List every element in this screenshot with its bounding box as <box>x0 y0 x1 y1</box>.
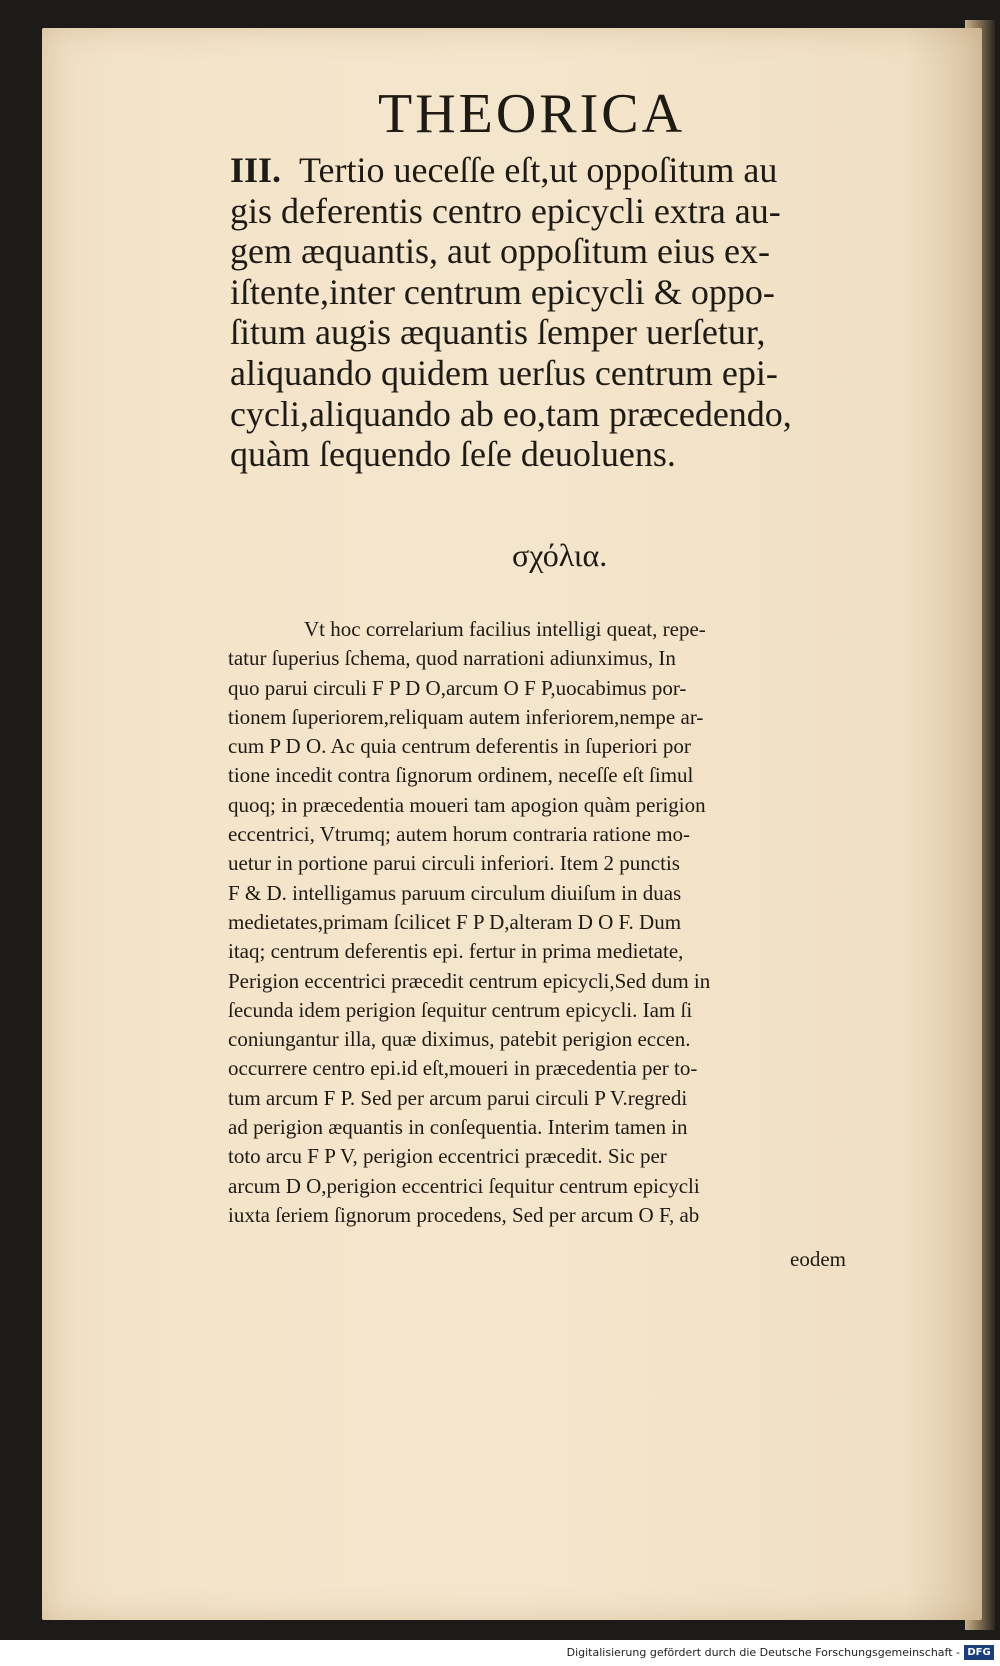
dfg-logo[interactable]: DFG <box>964 1645 994 1660</box>
thesis-line: gem æquantis, aut oppoſitum eius ex- <box>230 231 770 272</box>
body-line: toto arcu F P V, perigion eccentrici præcedit. Sic per <box>228 1144 667 1169</box>
thesis-block <box>230 150 880 475</box>
catchword: eodem <box>790 1247 846 1271</box>
body-line: itaq; centrum deferentis epi. fertur in prima medietate, <box>228 939 684 964</box>
thesis-line: ſitum augis æquantis ſemper uerſetur, <box>230 312 766 353</box>
footer-credit: Digitalisierung gefördert durch die Deutsche Forschungsgemeinschaft - <box>566 1646 960 1659</box>
body-line: ſecunda idem perigion ſequitur centrum epicycli. Iam ſi <box>228 997 693 1022</box>
body-line: quo parui circuli F P D O,arcum O F P,uocabimus por- <box>228 675 687 700</box>
body-line: iuxta ſeriem ſignorum procedens, Sed per arcum O F, ab <box>228 1202 700 1227</box>
body-line: tione incedit contra ſignorum ordinem, neceſſe eſt ſimul <box>228 763 694 788</box>
body-line: cum P D O. Ac quia centrum deferentis in ſuperiori por <box>228 734 691 759</box>
thesis-line: aliquando quidem uerſus centrum epi- <box>230 352 778 393</box>
body-line: coniungantur illa, quæ diximus, patebit perigion eccen. <box>228 1027 691 1052</box>
body-line: arcum D O,perigion eccentrici ſequitur centrum epicycli <box>228 1173 700 1198</box>
thesis-line: III. Tertio ueceſſe eſt,ut oppoſitum au <box>230 150 778 190</box>
body-line: quoq; in præcedentia moueri tam apogion quàm perigion <box>228 792 706 817</box>
thesis-line: iſtente,inter centrum epicycli & oppo- <box>230 271 775 312</box>
body-line: eccentrici, Vtrumq; autem horum contraria ratione mo- <box>228 822 691 847</box>
footer-bar <box>0 1642 1000 1666</box>
body-line: occurrere centro epi.id eſt,moueri in præcedentia per to- <box>228 1056 698 1081</box>
running-title: THEORICA <box>378 83 686 145</box>
body-line: tatur ſuperius ſchema, quod narrationi adiunximus, In <box>228 646 676 671</box>
body-line: Perigion eccentrici præcedit centrum epicycli,Sed dum in <box>228 968 711 993</box>
body-line: Vt hoc correlarium facilius intelligi queat, repe- <box>304 617 706 641</box>
body-line: tionem ſuperiorem,reliquam autem inferiorem,nempe ar- <box>228 704 704 729</box>
thesis-number: III. <box>230 150 282 190</box>
commentary-text <box>228 615 878 1230</box>
thesis-line: cycli,aliquando ab eo,tam præcedendo, <box>230 393 792 434</box>
body-line: uetur in portione parui circuli inferiori. Item 2 punctis <box>228 851 680 876</box>
body-line: medietates,primam ſcilicet F P D,alteram D O F. Dum <box>228 909 682 934</box>
thesis-line: quàm ſequendo ſeſe deuoluens. <box>230 434 676 475</box>
body-line: tum arcum F P. Sed per arcum parui circuli P V.regredi <box>228 1085 688 1110</box>
section-heading: σχόλια. <box>512 537 608 573</box>
thesis-line: gis deferentis centro epicycli extra au- <box>230 190 781 231</box>
body-line: ad perigion æquantis in conſequentia. Interim tamen in <box>228 1115 688 1140</box>
body-line: F & D. intelligamus paruum circulum diuiſum in duas <box>228 880 682 905</box>
